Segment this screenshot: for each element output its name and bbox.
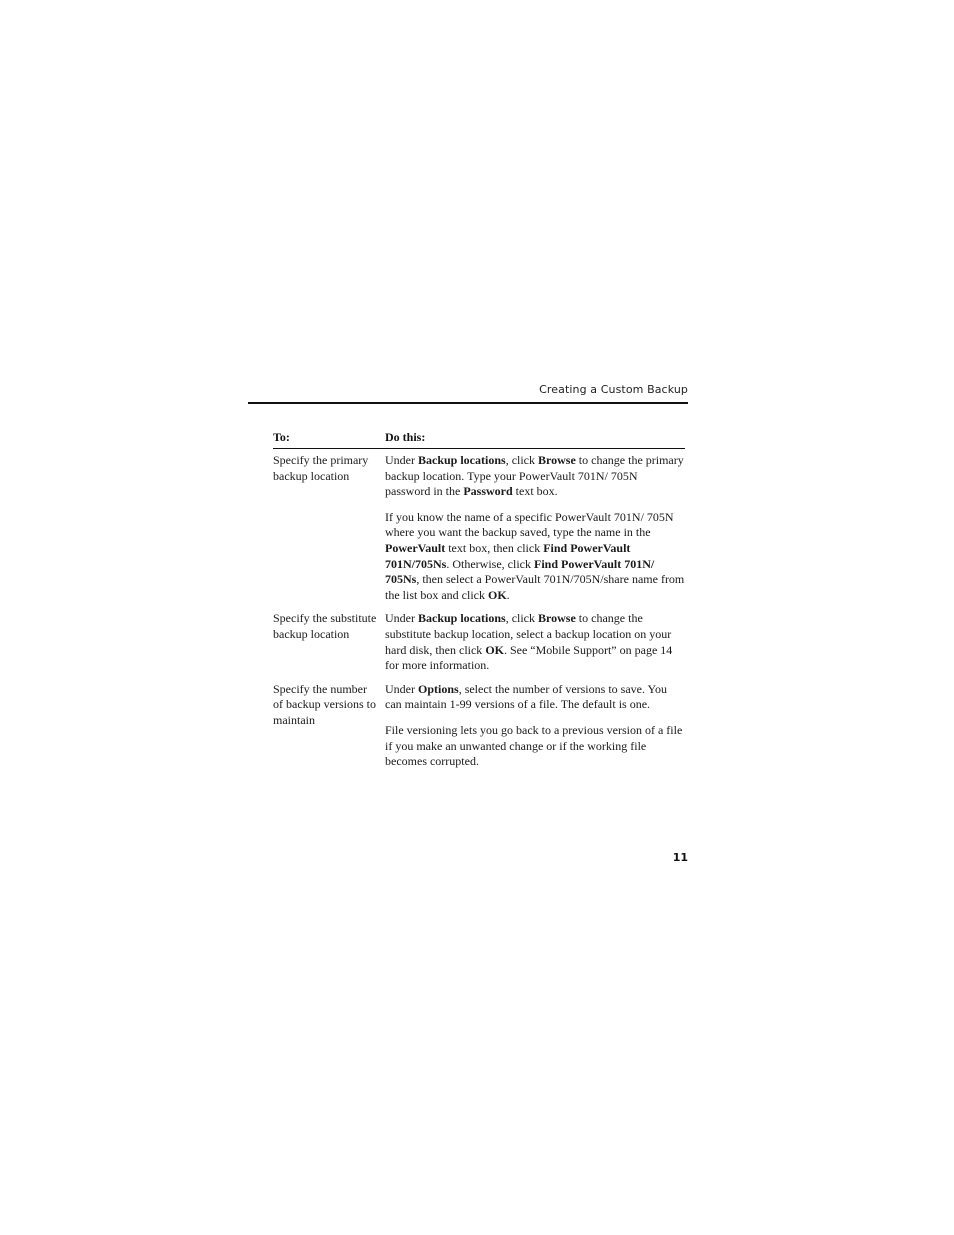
ui-term: Browse (538, 453, 576, 467)
text-run: Under (385, 453, 418, 467)
text-run: . (506, 587, 510, 602)
table-header-rule (273, 448, 685, 449)
text-run: text box. (512, 484, 558, 499)
task-cell: Specify the substitute backup location (273, 611, 377, 641)
instruction-paragraph (385, 611, 685, 673)
instruction-paragraph (385, 682, 685, 713)
task-cell: Specify the primary backup location (273, 453, 369, 483)
ui-term: Find PowerVault 701N/ 705Ns (385, 556, 655, 587)
header-rule (248, 402, 688, 404)
text-run: to change the primary backup location. Type your PowerVault 701N/ 705N password in the (385, 453, 684, 499)
ui-term: PowerVault (385, 540, 446, 555)
ui-term: Find PowerVault 701N/705Ns (385, 540, 631, 571)
text-run: . Otherwise, click (446, 556, 534, 571)
text-run: , select the number of versions to save. You can maintain 1-99 versions of a file. The default is one. (385, 681, 667, 712)
ui-term: Backup locations (418, 611, 506, 626)
table-body (273, 453, 685, 778)
text-run: , then select a PowerVault 701N/705N/share name from the list box and click (385, 572, 685, 602)
text-run: , click (505, 611, 539, 626)
table-header (273, 430, 685, 448)
instruction-paragraph (385, 723, 685, 770)
text-run: text box, then click (445, 540, 544, 555)
table-row (273, 611, 685, 673)
text-run: to change the substitute backup location, select a backup location on your hard disk, then click (385, 611, 672, 657)
instruction-paragraph (385, 510, 685, 604)
instruction-cell (385, 682, 685, 770)
ui-term: Backup locations (418, 453, 506, 467)
ui-term: Browse (538, 611, 576, 626)
task-cell: Specify the number of backup versions to maintain (273, 681, 376, 727)
text-run: Under (385, 611, 418, 626)
column-header-do: Do this: (385, 430, 426, 444)
ui-term: OK (485, 642, 504, 657)
instruction-cell (385, 453, 685, 603)
table-row (273, 453, 685, 603)
running-header: Creating a Custom Backup (539, 383, 688, 396)
text-run: Under (385, 681, 418, 696)
column-header-to: To: (273, 430, 290, 444)
instruction-paragraph (385, 453, 685, 500)
text-run: . See “Mobile Support” on page 14 for more information. (385, 642, 673, 673)
text-run: File versioning lets you go back to a previous version of a file if you make an unwanted change or if the working file becomes corrupted. (385, 722, 683, 769)
text-run: If you know the name of a specific PowerVault 701N/ 705N where you want the backup saved, type the name in the (385, 509, 674, 540)
instruction-cell (385, 611, 685, 673)
ui-term: Password (463, 484, 513, 499)
text-run: , click (505, 453, 539, 467)
ui-term: OK (487, 587, 507, 602)
ui-term: Options (418, 681, 459, 696)
page-number: 11 (672, 851, 688, 864)
table-row (273, 682, 685, 770)
